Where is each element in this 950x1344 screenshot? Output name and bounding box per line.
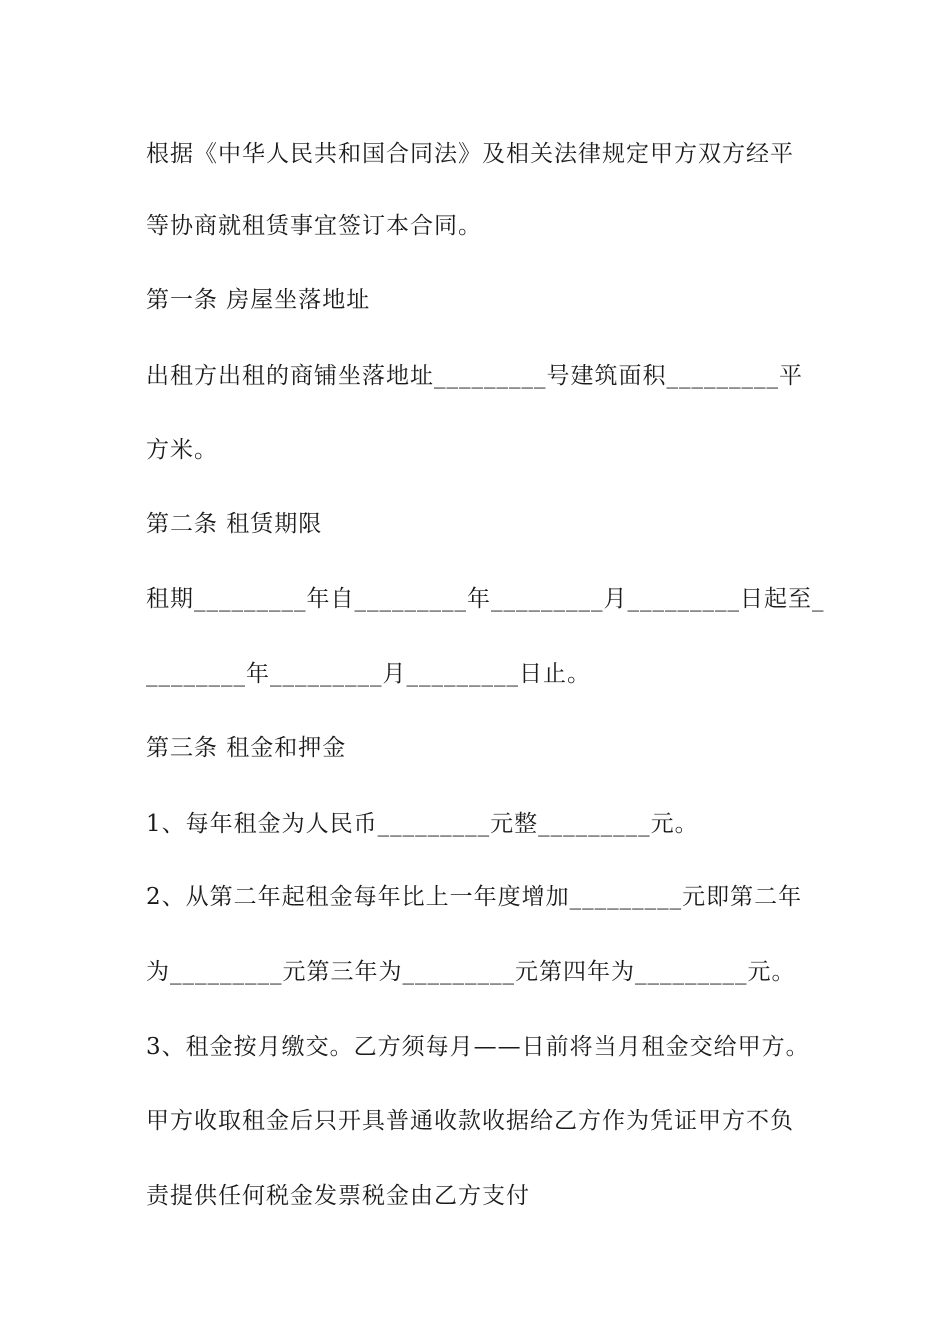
paragraph-line: ________年_________月_________日止。 — [146, 661, 591, 687]
paragraph-line: 租期_________年自_________年_________月_________日起至_ — [146, 586, 825, 612]
paragraph-line: 为_________元第三年为_________元第四年为_________元。 — [146, 959, 796, 985]
paragraph-line: 1、每年租金为人民币_________元整_________元。 — [146, 811, 699, 837]
paragraph-line: 根据《中华人民共和国合同法》及相关法律规定甲方双方经平 — [146, 141, 794, 167]
paragraph-line: 2、从第二年起租金每年比上一年度增加_________元即第二年 — [146, 884, 803, 910]
paragraph-line: 甲方收取租金后只开具普通收款收据给乙方作为凭证甲方不负 — [146, 1108, 794, 1134]
paragraph-line: 3、租金按月缴交。乙方须每月——日前将当月租金交给甲方。 — [146, 1034, 810, 1060]
paragraph-line: 责提供任何税金发票税金由乙方支付 — [146, 1183, 530, 1209]
paragraph-line: 方米。 — [146, 437, 218, 463]
article-heading: 第一条 房屋坐落地址 — [146, 287, 371, 313]
article-heading: 第二条 租赁期限 — [146, 511, 323, 537]
paragraph-line: 等协商就租赁事宜签订本合同。 — [146, 213, 482, 239]
article-heading: 第三条 租金和押金 — [146, 735, 347, 761]
paragraph-line: 出租方出租的商铺坐落地址_________号建筑面积_________平 — [146, 363, 803, 389]
